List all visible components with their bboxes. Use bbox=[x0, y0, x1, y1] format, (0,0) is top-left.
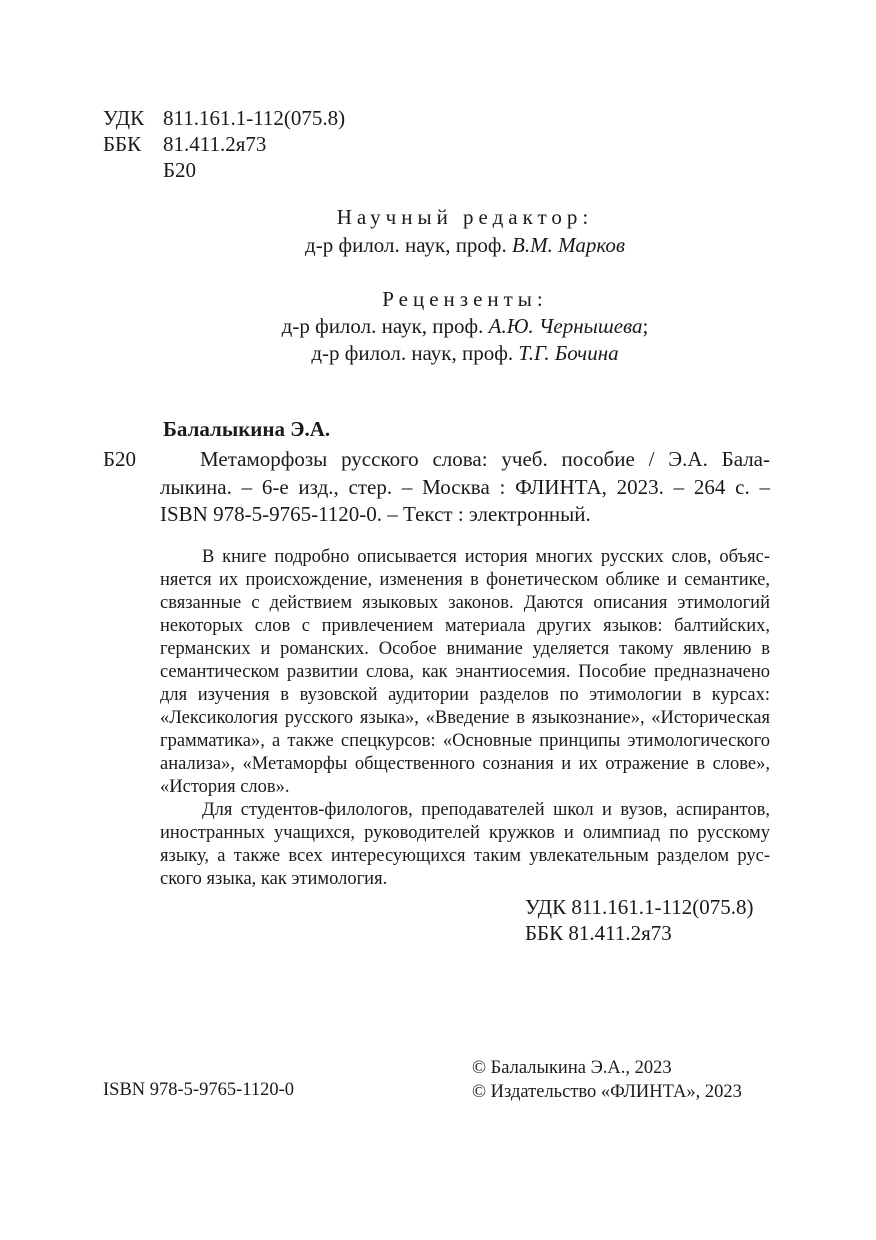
udk-label: УДК bbox=[103, 106, 145, 130]
bibliographic-line: лыкина. – 6-е изд., стер. – Москва : ФЛИНТА, 2023. – 264 с. – bbox=[160, 475, 770, 499]
annotation-line: анализа», «Метаморфы общественного сознания и их отражение в слове», bbox=[160, 754, 770, 774]
bbk-label: ББК bbox=[103, 132, 142, 156]
footer-isbn: ISBN 978-5-9765-1120-0 bbox=[103, 1080, 294, 1100]
reviewer-prefix: д-р филол. наук, проф. bbox=[281, 314, 489, 338]
index-bbk: ББК 81.411.2я73 bbox=[525, 921, 672, 945]
editor-prefix: д-р филол. наук, проф. bbox=[305, 233, 513, 257]
annotation-line: «История слов». bbox=[160, 777, 290, 797]
annotation-line: ского языка, как этимология. bbox=[160, 869, 388, 889]
reviewer-line bbox=[160, 340, 770, 366]
annotation-line: няется их происхождение, изменения в фонетическом облике и семантике, bbox=[160, 570, 770, 590]
annotation-line: Для студентов-филологов, преподавателей школ и вузов, аспирантов, bbox=[202, 800, 770, 820]
index-udk: УДК 811.161.1-112(075.8) bbox=[525, 895, 754, 919]
annotation-line: грамматика», а также спецкурсов: «Основные принципы этимологического bbox=[160, 731, 770, 751]
copyright-publisher: © Издательство «ФЛИНТА», 2023 bbox=[472, 1082, 742, 1102]
copyright-author: © Балалыкина Э.А., 2023 bbox=[472, 1058, 672, 1078]
reviewers-heading: Рецензенты: bbox=[382, 287, 548, 311]
bibliographic-mark: Б20 bbox=[103, 447, 137, 471]
bibliographic-line: ISBN 978-5-9765-1120-0. – Текст : электронный. bbox=[160, 502, 591, 526]
editor-heading: Научный редактор: bbox=[336, 205, 594, 229]
reviewer-prefix: д-р филол. наук, проф. bbox=[311, 341, 519, 365]
annotation-line: для изучения в вузовской аудитории разделов по этимологии в курсах: bbox=[160, 685, 770, 705]
udk-value: 811.161.1-112(075.8) bbox=[163, 106, 346, 130]
annotation-line: В книге подробно описывается история многих русских слов, объяс- bbox=[202, 547, 770, 567]
annotation-line: «Лексикология русского языка», «Введение в языкознание», «Историческая bbox=[160, 708, 770, 728]
reviewer-suffix: ; bbox=[642, 314, 649, 338]
reviewer-name: Т.Г. Бочина bbox=[518, 341, 619, 365]
author-mark: Б20 bbox=[163, 158, 197, 182]
annotation-line: семантическом развитии слова, как энантиосемия. Пособие предназначено bbox=[160, 662, 770, 682]
annotation-line: связанные с действием языковых законов. Даются описания этимологий bbox=[160, 593, 770, 613]
bibliographic-line: Метаморфозы русского слова: учеб. пособие / Э.А. Бала- bbox=[200, 447, 770, 471]
bbk-value: 81.411.2я73 bbox=[163, 132, 267, 156]
annotation-line: германских и романских. Особое внимание уделяется такому явлению в bbox=[160, 639, 770, 659]
book-author: Балалыкина Э.А. bbox=[163, 417, 331, 441]
annotation-line: некоторых слов с привлечением материала других языков: балтийских, bbox=[160, 616, 770, 636]
annotation-line: иностранных учащихся, руководителей кружков и олимпиад по русскому bbox=[160, 823, 770, 843]
reviewer-name: А.Ю. Чернышева bbox=[488, 314, 643, 338]
annotation-line: языку, а также всех интересующихся таким увлекательным разделом рус- bbox=[160, 846, 770, 866]
editor-line bbox=[160, 232, 770, 258]
reviewer-line bbox=[160, 313, 770, 339]
editor-name: В.М. Марков bbox=[512, 233, 625, 257]
